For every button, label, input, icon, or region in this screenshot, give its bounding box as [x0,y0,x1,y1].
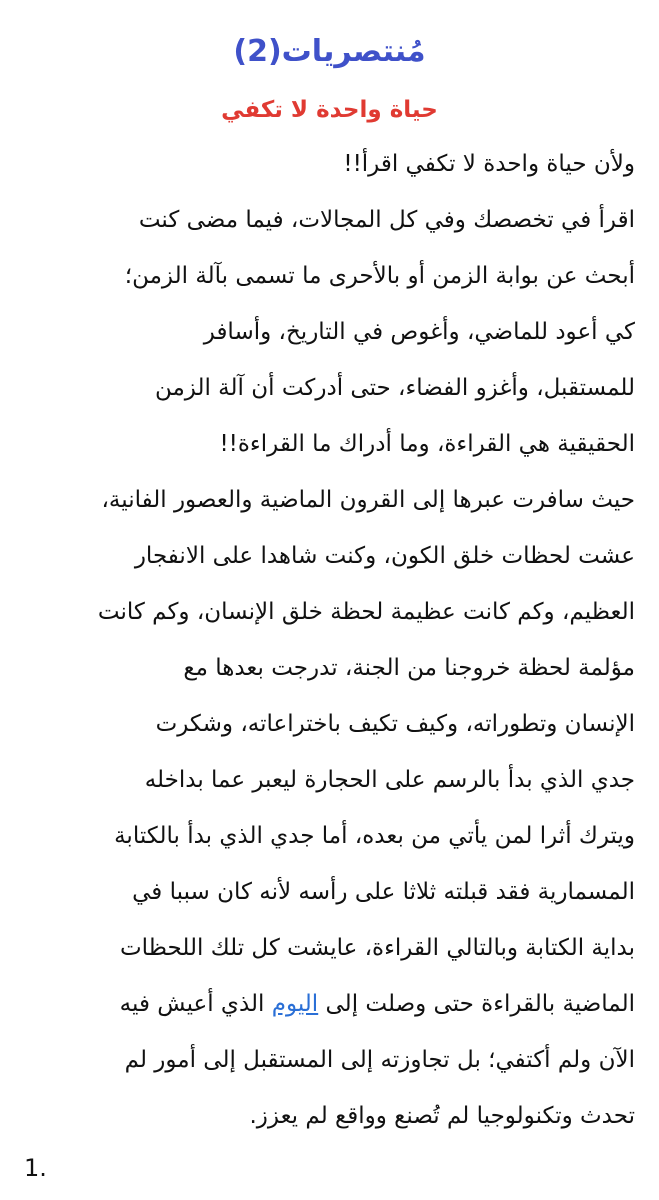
text-line: اقرأ في تخصصك وفي كل المجالات، فيما مضى كنت [138,207,635,233]
text-line-with-link [24,976,635,1032]
text-line: أبحث عن بوابة الزمن أو بالأحرى ما تسمى بآلة الزمن؛ [124,263,635,289]
text-line: المسمارية فقد قبلته ثلاثا على رأسه لأنه كان سببا في [132,879,635,905]
text-line: للمستقبل، وأغزو الفضاء، حتى أدركت أن آلة الزمن [154,375,635,401]
page-title: مُنتصريات(2) [233,34,426,69]
text-line: ويترك أثرا لمن يأتي من بعده، أما جدي الذي بدأ بالكتابة [114,823,635,849]
text-line: تحدث وتكنولوجيا لم تُصنع وواقع لم يعزز. [249,1103,635,1129]
text-line: كي أعود للماضي، وأغوص في التاريخ، وأسافر [203,319,635,345]
text-before-link: الماضية بالقراءة حتى وصلت إلى [318,991,635,1017]
text-line: الحقيقية هي القراءة، وما أدراك ما القراءة!! [219,431,635,457]
text-line: مؤلمة لحظة خروجنا من الجنة، تدرجت بعدها مع [183,655,635,681]
text-line: الإنسان وتطوراته، وكيف تكيف باختراعاته، وشكرت [155,711,635,737]
footnote-number: 1. [24,1154,47,1182]
text-line: جدي الذي بدأ بالرسم على الحجارة ليعبر عما بداخله [144,767,635,793]
text-line: العظيم، وكم كانت عظيمة لحظة خلق الإنسان، وكم كانت [97,599,635,625]
today-link[interactable]: اليوم [271,991,319,1017]
text-line: ولأن حياة واحدة لا تكفي اقرأ!! [343,151,635,177]
text-line: بداية الكتابة وبالتالي القراءة، عايشت كل تلك اللحظات [120,935,635,961]
text-line: الآن ولم أكتفي؛ بل تجاوزته إلى المستقبل إلى أمور لم [124,1047,635,1073]
text-after-link: الذي أعيش فيه [119,991,272,1017]
text-line: حيث سافرت عبرها إلى القرون الماضية والعصور الفانية، [101,487,635,513]
page-subtitle: حياة واحدة لا تكفي [221,97,438,123]
article-body [24,136,635,1144]
text-line: عشت لحظات خلق الكون، وكنت شاهدا على الانفجار [134,543,635,569]
